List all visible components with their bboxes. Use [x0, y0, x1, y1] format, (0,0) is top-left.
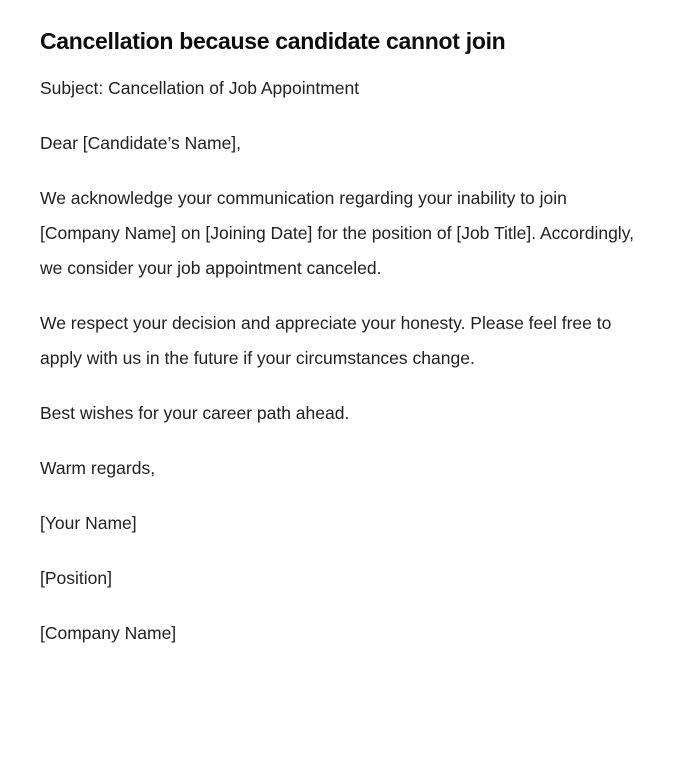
paragraph-signature-company: [Company Name] — [40, 623, 177, 643]
paragraph-signature-name: [Your Name] — [40, 513, 137, 533]
paragraph-signature-position: [Position] — [40, 568, 112, 588]
paragraph-subject-line: Subject: Cancellation of Job Appointment — [40, 78, 360, 98]
page-title: Cancellation because candidate cannot join — [40, 28, 506, 54]
paragraph-salutation: Dear [Candidate’s Name], — [40, 133, 242, 153]
paragraph-acknowledgement: We acknowledge your communication regarding your inability to join [Company Name] on [Joining Date] for the position of [Job Title]. Accordingly, we consider your job appointment canceled. — [40, 188, 635, 278]
paragraph-respect-decision: We respect your decision and appreciate your honesty. Please feel free to apply with us in the future if your circumstances change. — [40, 313, 612, 368]
paragraph-best-wishes: Best wishes for your career path ahead. — [40, 403, 350, 423]
paragraph-closing: Warm regards, — [40, 458, 156, 478]
